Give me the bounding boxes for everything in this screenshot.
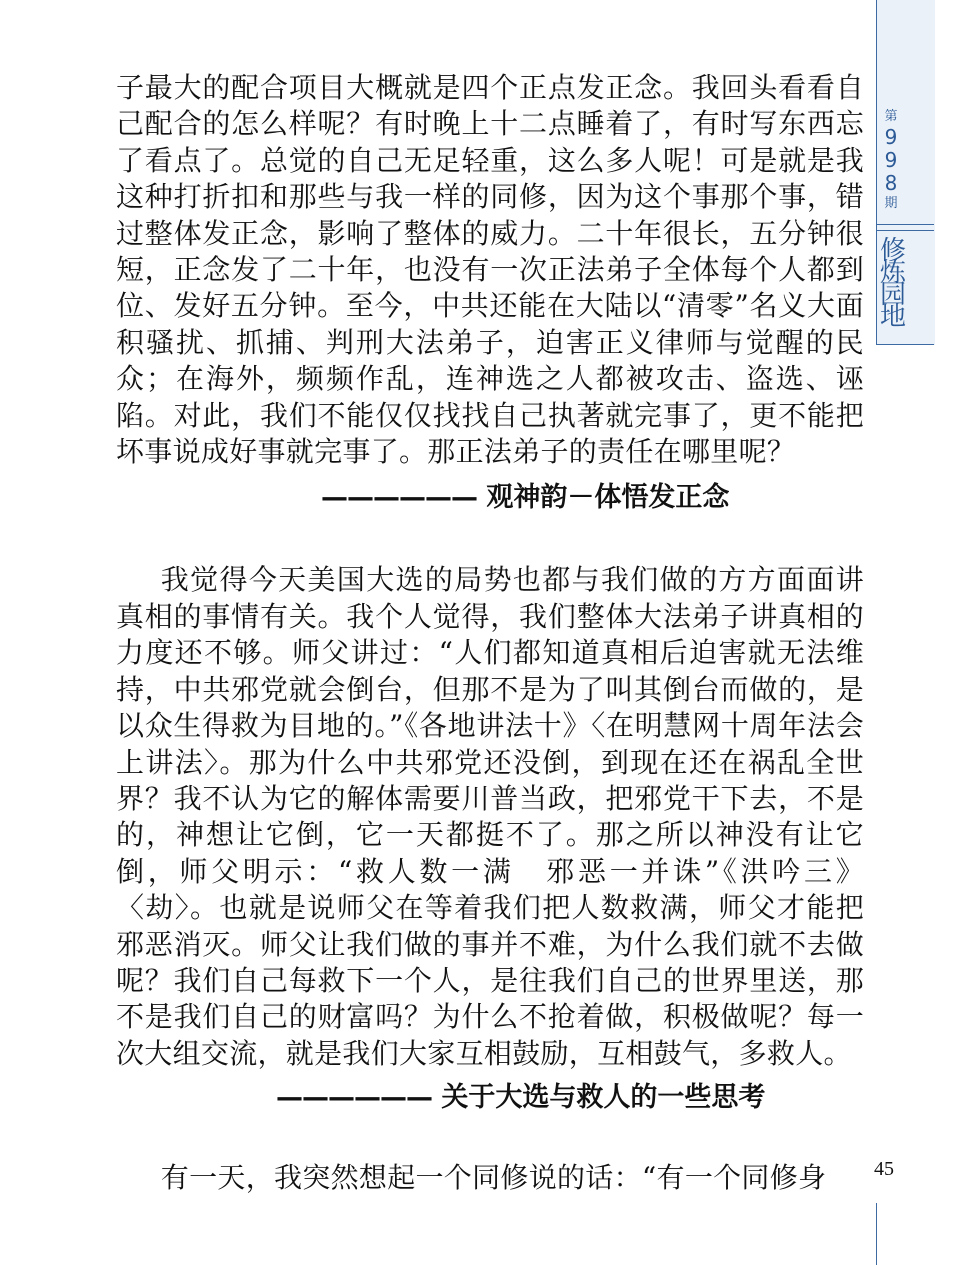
paragraph: 子最大的配合项目大概就是四个正点发正念。我回头看看自己配合的怎么样呢？有时晚上十二点睡着了，有时写东西忘了看点了。总觉的自己无足轻重，这么多人呢！可是就是我这种打折扣和那些与我一样的同修，因为这个事那个事，错过整体发正念，影响了整体的威力。二十年很长，五分钟很短，正念发了二十年，也没有一次正法弟子全体每个人都到位、发好五分钟。至今，中共还能在大陆以“清零”名义大面积骚扰、抓捕、判刑大法弟子，迫害正义律师与觉醒的民众；在海外，频频作乱，连神选之人都被攻击、盗选、诬陷。对此，我们不能仅仅找找自己执著就完事了，更不能把坏事说成好事就完事了。那正法弟子的责任在哪里呢？ bbox=[116, 71, 864, 469]
section-char: 地 bbox=[879, 302, 906, 332]
side-tab bbox=[876, 0, 936, 1265]
issue-digit: 8 bbox=[884, 171, 898, 195]
section-char: 园 bbox=[879, 280, 906, 310]
divider bbox=[876, 230, 934, 231]
divider bbox=[876, 224, 934, 225]
section-char: 炼 bbox=[879, 258, 906, 288]
signature-title: 关于大选与救人的一些思考 bbox=[441, 1082, 766, 1114]
divider bbox=[876, 344, 934, 345]
issue-prefix: 第 bbox=[884, 109, 898, 124]
signature bbox=[116, 478, 864, 518]
section-char: 修 bbox=[879, 236, 906, 266]
page-number: 45 bbox=[874, 1158, 894, 1180]
signature-title: 观神韵－体悟发正念 bbox=[486, 482, 730, 514]
issue-suffix: 期 bbox=[884, 196, 898, 211]
issue-number bbox=[876, 108, 906, 213]
signature-dash: —————— bbox=[321, 482, 477, 514]
paragraph: 我觉得今天美国大选的局势也都与我们做的方方面面讲真相的事情有关。我个人觉得，我们整体大法弟子讲真相的力度还不够。师父讲过：“人们都知道真相后迫害就无法维持，中共邪党就会倒台，但那不是为了叫其倒台而做的，是以众生得救为目地的。”《各地讲法十》〈在明慧网十周年法会上讲法〉。那为什么中共邪党还没倒，到现在还在祸乱全世界？我不认为它的解体需要川普当政，把邪党干下去，不是的，神想让它倒，它一天都挺不了。那之所以神没有让它倒，师父明示：“救人数一满 邪恶一并诛”《洪吟三》〈劫〉。也就是说师父在等着我们把人数救满，师父才能把邪恶消灭。师父让我们做的事并不难，为什么我们就不去做呢？我们自己每救下一个人，是往我们自己的世界里送，那不是我们自己的财富吗？为什么不抢着做，积极做呢？每一次大组交流，就是我们大家互相鼓励，互相鼓气，多救人。 bbox=[116, 563, 864, 1070]
section-title bbox=[878, 236, 908, 332]
article-body bbox=[116, 70, 864, 1197]
issue-digit: 9 bbox=[884, 148, 898, 172]
paragraph: 有一天，我突然想起一个同修说的话：“有一个同修身 bbox=[160, 1161, 827, 1195]
signature-dash: —————— bbox=[276, 1082, 432, 1114]
issue-digit: 9 bbox=[884, 125, 898, 149]
signature bbox=[116, 1078, 864, 1118]
side-line bbox=[876, 1203, 877, 1265]
